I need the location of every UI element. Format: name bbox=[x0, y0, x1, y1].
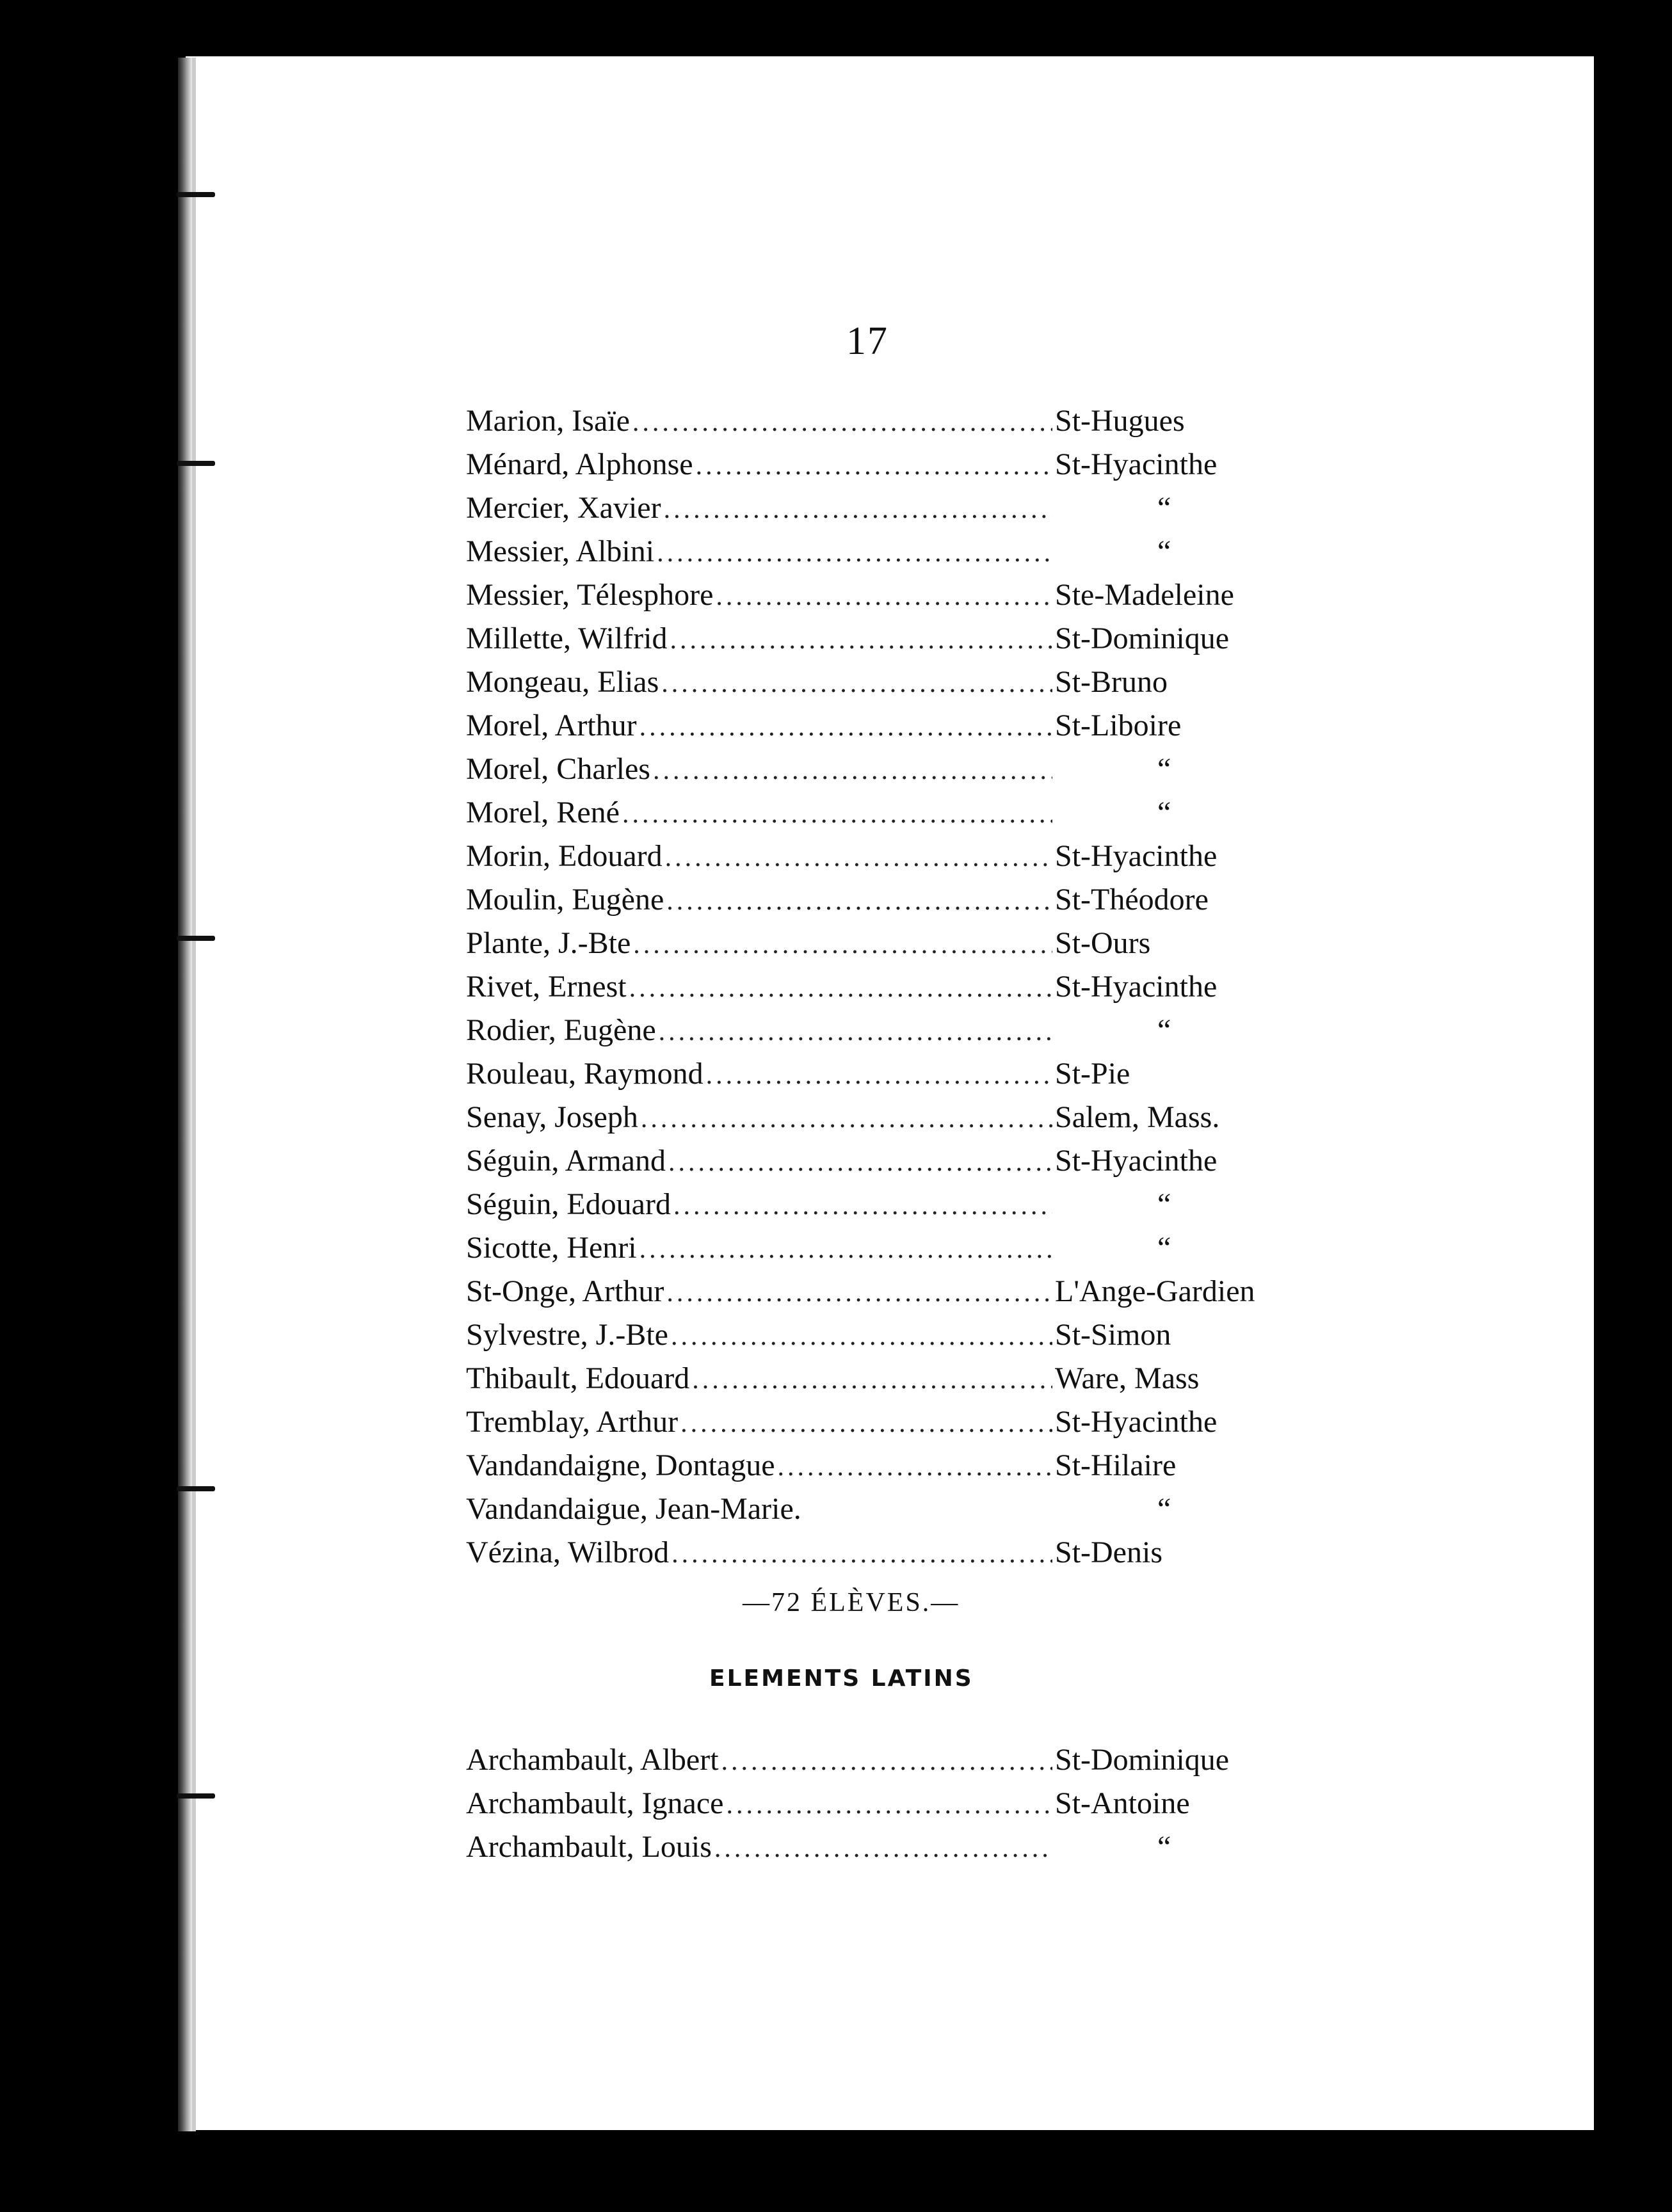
list-item bbox=[466, 1535, 1298, 1578]
student-parish: St-Hyacinthe bbox=[1055, 447, 1218, 481]
student-parish: St-Hyacinthe bbox=[1055, 970, 1218, 1004]
student-name: Vandandaigne, Dontague bbox=[466, 1448, 775, 1482]
list-item bbox=[466, 621, 1298, 664]
list-item bbox=[466, 403, 1298, 447]
list-item bbox=[466, 1143, 1298, 1187]
student-parish: St-Liboire bbox=[1055, 709, 1182, 742]
list-item bbox=[466, 1274, 1298, 1317]
leader-dots bbox=[671, 1321, 1052, 1352]
student-name: Moulin, Eugène bbox=[466, 883, 664, 917]
list-item bbox=[466, 534, 1298, 577]
student-name: Rivet, Ernest bbox=[466, 970, 627, 1004]
student-parish: St-Hyacinthe bbox=[1055, 1144, 1218, 1178]
student-parish: “ bbox=[1157, 491, 1171, 525]
leader-dots bbox=[671, 1539, 1052, 1569]
list-item bbox=[466, 664, 1298, 708]
student-parish: “ bbox=[1157, 752, 1171, 786]
student-name: Vandandaigue, Jean-Marie. bbox=[466, 1492, 801, 1526]
leader-dots bbox=[706, 1060, 1052, 1091]
student-name: Messier, Télesphore bbox=[466, 578, 714, 612]
list-item bbox=[466, 1742, 1298, 1786]
student-name: Thibault, Edouard bbox=[466, 1361, 690, 1395]
student-name: Archambault, Louis bbox=[466, 1830, 712, 1864]
student-name: Ménard, Alphonse bbox=[466, 447, 693, 481]
leader-dots bbox=[778, 1452, 1052, 1482]
student-parish: “ bbox=[1157, 1492, 1171, 1526]
leader-dots bbox=[664, 494, 1052, 525]
leader-dots bbox=[666, 1278, 1052, 1308]
binding-stitch bbox=[177, 936, 215, 941]
student-parish: St-Hyacinthe bbox=[1055, 1405, 1218, 1439]
list-item bbox=[466, 1448, 1298, 1491]
student-parish: St-Bruno bbox=[1055, 665, 1168, 699]
leader-dots bbox=[714, 1833, 1052, 1864]
list-item bbox=[466, 1361, 1298, 1404]
student-parish: St-Pie bbox=[1055, 1057, 1130, 1091]
student-total: —72 ÉLÈVES.— bbox=[743, 1588, 960, 1617]
leader-dots bbox=[721, 1746, 1052, 1777]
student-parish: “ bbox=[1157, 1231, 1171, 1265]
list-item bbox=[466, 1786, 1298, 1829]
leader-dots bbox=[633, 929, 1052, 960]
student-parish: St-Dominique bbox=[1055, 621, 1229, 655]
student-parish: Ware, Mass bbox=[1055, 1361, 1200, 1395]
list-item bbox=[466, 969, 1298, 1013]
list-item bbox=[466, 577, 1298, 621]
list-item bbox=[466, 795, 1298, 838]
student-name: Rouleau, Raymond bbox=[466, 1057, 703, 1091]
student-name: Plante, J.-Bte bbox=[466, 926, 631, 960]
list-item bbox=[466, 838, 1298, 882]
student-name: Millette, Wilfrid bbox=[466, 621, 668, 655]
student-name: Marion, Isaïe bbox=[466, 404, 630, 438]
student-name: Mongeau, Elias bbox=[466, 665, 659, 699]
list-item bbox=[466, 1230, 1298, 1274]
student-name: Morel, Arthur bbox=[466, 709, 637, 742]
binding-stitch bbox=[177, 1486, 215, 1491]
student-parish: “ bbox=[1157, 534, 1171, 568]
list-item bbox=[466, 1013, 1298, 1056]
list-item bbox=[466, 490, 1298, 534]
student-name: Rodier, Eugène bbox=[466, 1013, 656, 1047]
student-name: Morel, Charles bbox=[466, 752, 650, 786]
leader-dots bbox=[639, 712, 1052, 742]
student-parish: St-Denis bbox=[1055, 1535, 1162, 1569]
student-parish: “ bbox=[1157, 1830, 1171, 1864]
leader-dots bbox=[680, 1408, 1052, 1439]
student-parish: “ bbox=[1157, 796, 1171, 830]
student-parish: Ste-Madeleine bbox=[1055, 578, 1234, 612]
leader-dots bbox=[657, 538, 1052, 568]
leader-dots bbox=[673, 1190, 1052, 1221]
list-item bbox=[466, 882, 1298, 926]
student-parish: “ bbox=[1157, 1013, 1171, 1047]
leader-dots bbox=[639, 1234, 1052, 1265]
student-parish: St-Hugues bbox=[1055, 404, 1185, 438]
leader-dots bbox=[661, 668, 1052, 699]
binding-stitch bbox=[177, 192, 215, 197]
page-binding-shadow bbox=[192, 58, 196, 2131]
student-name: Archambault, Ignace bbox=[466, 1786, 724, 1820]
student-name: Mercier, Xavier bbox=[466, 491, 661, 525]
student-name: Senay, Joseph bbox=[466, 1100, 638, 1134]
student-parish: “ bbox=[1157, 1187, 1171, 1221]
leader-dots bbox=[668, 1147, 1052, 1178]
student-name: Tremblay, Arthur bbox=[466, 1405, 679, 1439]
student-name: Sylvestre, J.-Bte bbox=[466, 1318, 668, 1352]
list-item bbox=[466, 708, 1298, 751]
page-number: 17 bbox=[846, 319, 888, 363]
student-parish: St-Ours bbox=[1055, 926, 1151, 960]
student-parish: St-Simon bbox=[1055, 1318, 1171, 1352]
student-parish: L'Ange-Gardien bbox=[1055, 1274, 1255, 1308]
student-name: Morel, René bbox=[466, 796, 620, 830]
list-item bbox=[466, 926, 1298, 969]
leader-dots bbox=[666, 886, 1052, 917]
list-item bbox=[466, 1829, 1298, 1873]
student-name: Messier, Albini bbox=[466, 534, 655, 568]
student-parish: Salem, Mass. bbox=[1055, 1100, 1220, 1134]
student-parish: St-Hyacinthe bbox=[1055, 839, 1218, 873]
leader-dots bbox=[641, 1103, 1052, 1134]
student-name: Vézina, Wilbrod bbox=[466, 1535, 670, 1569]
binding-stitch bbox=[177, 461, 215, 466]
leader-dots bbox=[716, 581, 1052, 612]
student-name: Sicotte, Henri bbox=[466, 1231, 637, 1265]
list-item bbox=[466, 447, 1298, 490]
list-item bbox=[466, 1404, 1298, 1448]
list-item bbox=[466, 1056, 1298, 1100]
student-name: Séguin, Armand bbox=[466, 1144, 666, 1178]
student-name: Archambault, Albert bbox=[466, 1743, 719, 1777]
leader-dots bbox=[696, 451, 1052, 481]
student-name: Séguin, Edouard bbox=[466, 1187, 671, 1221]
leader-dots bbox=[622, 799, 1052, 830]
leader-dots bbox=[670, 625, 1052, 655]
student-parish: St-Dominique bbox=[1055, 1743, 1229, 1777]
student-name: Morin, Edouard bbox=[466, 839, 663, 873]
list-item bbox=[466, 751, 1298, 795]
leader-dots bbox=[653, 755, 1052, 786]
page-binding-edge bbox=[178, 58, 192, 2131]
section-student-list bbox=[466, 1742, 1298, 1873]
leader-dots bbox=[692, 1365, 1052, 1395]
leader-dots bbox=[726, 1790, 1052, 1820]
student-list bbox=[466, 403, 1298, 1578]
leader-dots bbox=[629, 973, 1052, 1004]
leader-dots bbox=[632, 407, 1052, 438]
student-parish: St-Hilaire bbox=[1055, 1448, 1177, 1482]
student-name: St-Onge, Arthur bbox=[466, 1274, 664, 1308]
section-title: ELEMENTS LATINS bbox=[709, 1665, 974, 1692]
student-parish: St-Théodore bbox=[1055, 883, 1209, 917]
leader-dots bbox=[659, 1016, 1052, 1047]
list-item bbox=[466, 1317, 1298, 1361]
leader-dots bbox=[665, 842, 1052, 873]
binding-stitch bbox=[177, 1793, 215, 1799]
list-item bbox=[466, 1491, 1298, 1535]
list-item bbox=[466, 1100, 1298, 1143]
list-item bbox=[466, 1187, 1298, 1230]
student-parish: St-Antoine bbox=[1055, 1786, 1190, 1820]
